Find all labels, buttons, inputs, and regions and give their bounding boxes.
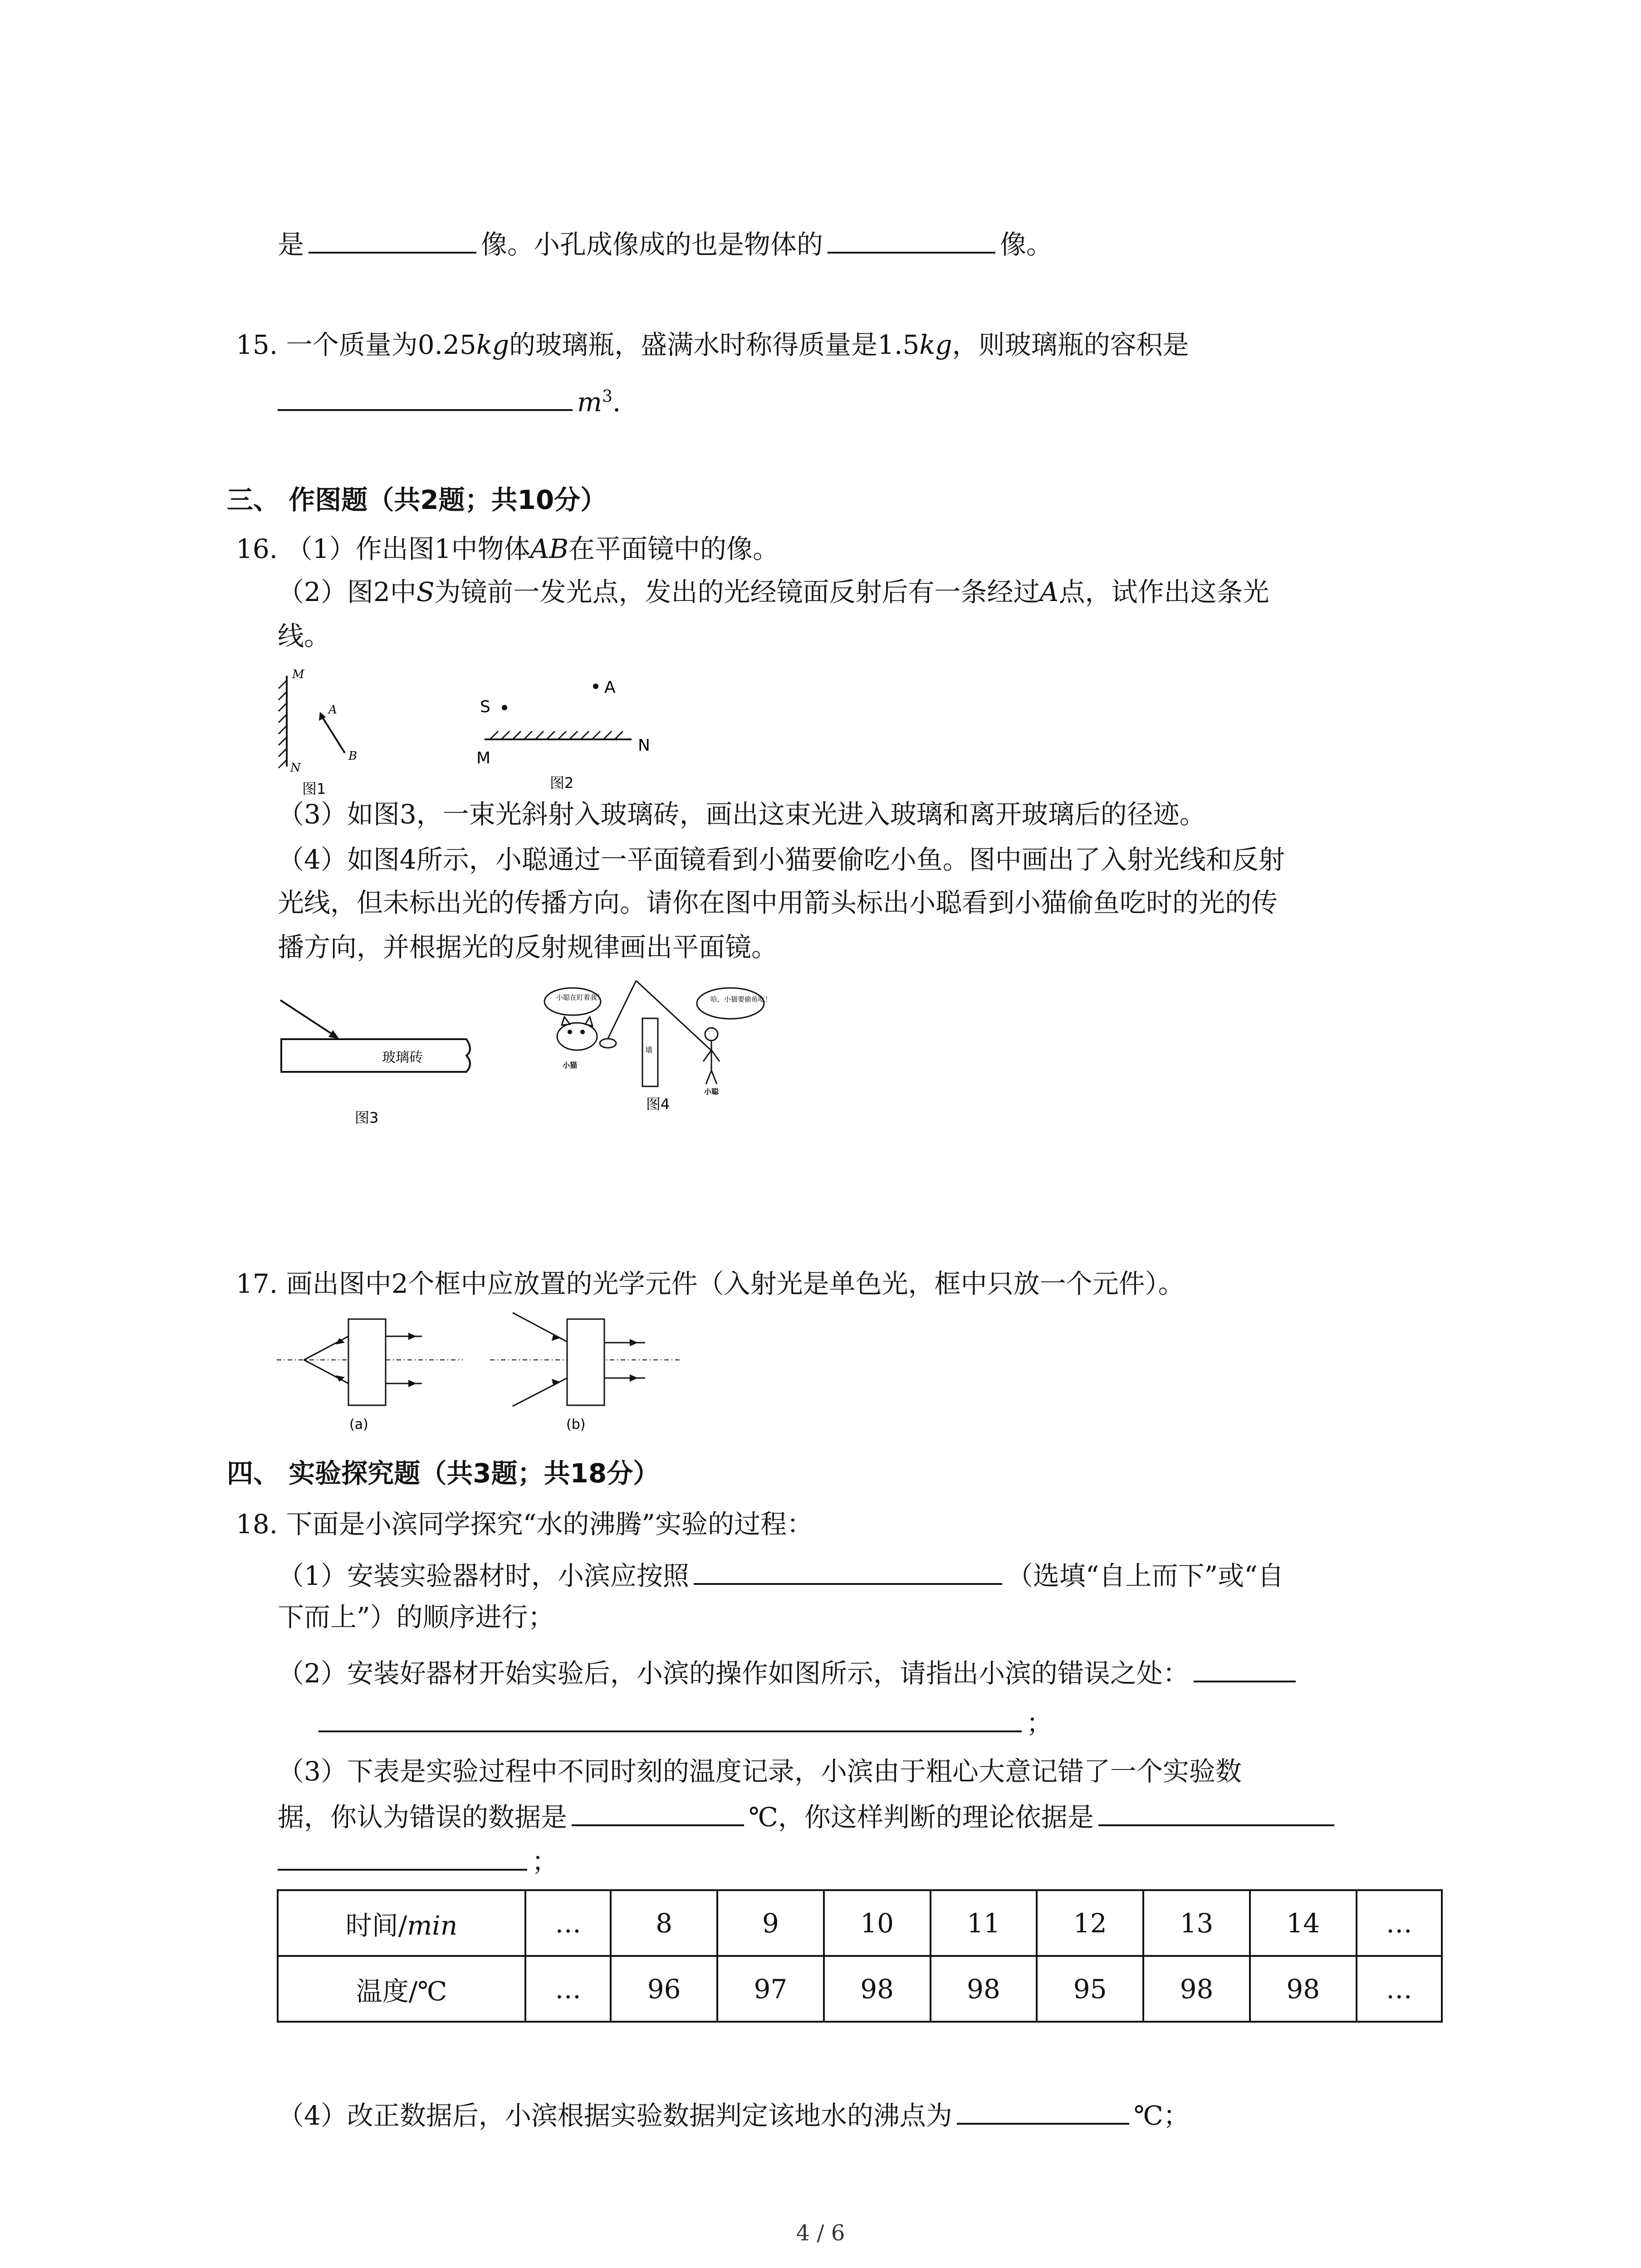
fig2-point-s <box>502 705 507 710</box>
q16-number: 16. <box>236 533 278 564</box>
table-cell: 14 <box>1250 1890 1357 1956</box>
table-cell: … <box>525 1890 611 1956</box>
q16-line-5 <box>278 841 1285 878</box>
q15-blank[interactable] <box>278 382 573 411</box>
q18-line-7 <box>278 1797 1339 1835</box>
q18-blank-1[interactable] <box>694 1556 1002 1585</box>
q17-line <box>236 1266 1185 1302</box>
q15-line-1 <box>236 327 1189 363</box>
q16-p1-b: 在平面镜中的像。 <box>568 533 779 564</box>
q16-line-3 <box>278 618 330 654</box>
q15-unit: m <box>577 386 602 418</box>
fig4-wall-label: 墙 <box>645 1046 653 1054</box>
page-number: 4 / 6 <box>796 2220 845 2246</box>
q18-line-8 <box>278 1842 558 1880</box>
fig4-caption: 图4 <box>646 1095 670 1113</box>
q14-line <box>278 225 1053 263</box>
fig3-label: 玻璃砖 <box>382 1050 423 1066</box>
q18-p3-c: ℃，你这样判断的理论依据是 <box>749 1802 1094 1833</box>
q18-line-6 <box>278 1753 1242 1789</box>
q17-text: 画出图中2个框中应放置的光学元件（入射光是单色光，框中只放一个元件）。 <box>286 1268 1185 1299</box>
table-cell: 95 <box>1037 1956 1143 2022</box>
fig17-b-box[interactable] <box>567 1319 604 1405</box>
q16-p1-ab: AB <box>530 533 569 564</box>
q15-number: 15. <box>236 329 278 360</box>
fig17-b <box>490 1313 681 1432</box>
figure-3 <box>272 987 485 1141</box>
fig2-label-s: S <box>480 698 490 716</box>
figure-17 <box>272 1310 690 1442</box>
fig3-caption: 图3 <box>355 1109 379 1126</box>
q16-line-1 <box>236 531 779 567</box>
q18-number: 18. <box>236 1509 278 1540</box>
table-cell: 97 <box>717 1956 824 2022</box>
q16-p2-A: A <box>1039 577 1059 607</box>
q16-line-7 <box>278 929 778 965</box>
q18-p3-d: ； <box>532 1846 558 1877</box>
q18-blank-3b[interactable] <box>1098 1797 1334 1826</box>
q15-kg-2: kg <box>919 329 952 360</box>
q18-p3-a: （3）下表是实验过程中不同时刻的温度记录，小滨由于粗心大意记错了一个实验数 <box>278 1756 1242 1787</box>
q14-blank-1[interactable] <box>309 225 476 254</box>
fig1-caption: 图1 <box>302 780 326 797</box>
figure-4 <box>535 975 789 1143</box>
fig4-bubble-boy-text: 哈，小猫要偷鱼吃！ <box>710 995 772 1003</box>
q18-p2-b: ； <box>1026 1708 1053 1739</box>
q18-line-2 <box>278 1556 1284 1594</box>
table-row1-head-text: 时间/ <box>345 1910 407 1941</box>
fig4-fish <box>600 1039 616 1048</box>
table-cell: … <box>1357 1890 1442 1956</box>
q18-blank-2a[interactable] <box>1194 1653 1296 1682</box>
table-cell: 10 <box>824 1890 931 1956</box>
fig4-bubble-cat-text: 小聪在盯着我！ <box>556 993 604 1002</box>
table-cell: 98 <box>824 1956 931 2022</box>
q18-blank-4[interactable] <box>957 2096 1129 2125</box>
q16-line-2 <box>278 574 1269 610</box>
fig4-bubble-boy <box>697 988 764 1019</box>
q18-p4-a: （4）改正数据后，小滨根据实验数据判定该地水的沸点为 <box>278 2100 952 2131</box>
fig2-caption: 图2 <box>550 774 574 792</box>
q15-text-b: 的玻璃瓶，盛满水时称得质量是1.5 <box>509 329 920 360</box>
section-4-title: 四、 实验探究题（共3题；共18分） <box>227 1458 660 1489</box>
fig1-label-n: N <box>290 761 301 775</box>
fig1-label-m: M <box>292 668 304 681</box>
fig4-boy <box>703 1028 720 1084</box>
q16-p2-a: （2）图2中 <box>278 577 416 607</box>
table-cell: 12 <box>1037 1890 1143 1956</box>
temperature-table <box>277 1889 1443 2023</box>
fig17-a-box[interactable] <box>348 1319 386 1405</box>
q16-line-6 <box>278 885 1278 921</box>
table-cell: … <box>525 1956 611 2022</box>
q18-line-4 <box>278 1653 1300 1691</box>
fig17-b-label: (b) <box>566 1417 586 1432</box>
fig2-point-a <box>593 684 598 689</box>
fig1-object-ab <box>321 715 345 753</box>
q15-text-c: ，则玻璃瓶的容积是 <box>952 329 1189 360</box>
figure-1-2 <box>272 665 662 801</box>
q15-line-2 <box>278 379 621 420</box>
q15-unit-dot: . <box>612 386 621 418</box>
table-cell: 11 <box>931 1890 1037 1956</box>
q18-intro: 下面是小滨同学探究“水的沸腾”实验的过程： <box>286 1509 813 1540</box>
q16-p4-b: 光线，但未标出光的传播方向。请你在图中用箭头标出小聪看到小猫偷鱼吃时的光的传 <box>278 887 1278 918</box>
table-row1-head-unit: min <box>407 1910 458 1941</box>
q16-p2-c: 点，试作出这条光 <box>1058 577 1269 607</box>
q18-p1-a: （1）安装实验器材时，小滨应按照 <box>278 1560 689 1591</box>
table-cell: 98 <box>1143 1956 1250 2022</box>
q14-text-b: 像。小孔成像成的也是物体的 <box>481 229 823 260</box>
table-cell: 98 <box>931 1956 1037 2022</box>
table-row1-header <box>278 1890 525 1956</box>
table-cell: 13 <box>1143 1890 1250 1956</box>
q18-p1-b: （选填“自上而下”或“自 <box>1006 1560 1284 1591</box>
q15-unit-exp: 3 <box>602 387 612 406</box>
q18-blank-2b[interactable] <box>318 1703 1022 1732</box>
table-row <box>278 1956 1442 2022</box>
fig2-label-a: A <box>604 678 616 697</box>
q16-line-4 <box>278 796 1206 832</box>
q16-p2-d: 线。 <box>278 621 331 651</box>
q16-p2-s: S <box>416 577 435 607</box>
q16-p2-b: 为镜前一发光点，发出的光经镜面反射后有一条经过 <box>434 577 1040 607</box>
table-row <box>278 1890 1442 1956</box>
fig4-cat-label: 小猫 <box>563 1061 578 1070</box>
q18-line-9 <box>278 2096 1190 2134</box>
table-cell: 98 <box>1250 1956 1357 2022</box>
q18-line-3 <box>278 1599 554 1635</box>
q14-text-a: 是 <box>278 229 304 260</box>
q16-p4-c: 播方向，并根据光的反射规律画出平面镜。 <box>278 932 778 963</box>
fig4-cat <box>557 1017 597 1050</box>
q14-text-c: 像。 <box>1000 229 1053 260</box>
q18-p2-a: （2）安装好器材开始实验后，小滨的操作如图所示，请指出小滨的错误之处： <box>278 1658 1189 1689</box>
q16-p4-a: （4）如图4所示，小聪通过一平面镜看到小猫要偷吃小鱼。图中画出了入射光线和反射 <box>278 844 1285 875</box>
q18-p3-b: 据，你认为错误的数据是 <box>278 1802 568 1833</box>
q18-p4-b: ℃； <box>1133 2100 1190 2131</box>
q16-p1-a: （1）作出图1中物体 <box>286 533 530 564</box>
fig17-a <box>277 1319 463 1432</box>
q18-blank-3a[interactable] <box>572 1797 744 1826</box>
fig4-boy-label: 小聪 <box>704 1087 719 1096</box>
fig3-incident-ray <box>280 1000 336 1036</box>
q18-line-1 <box>236 1506 813 1542</box>
q16-p3: （3）如图3，一束光斜射入玻璃砖，画出这束光进入玻璃和离开玻璃后的径迹。 <box>278 799 1206 830</box>
section-3-title: 三、 作图题（共2题；共10分） <box>227 484 607 515</box>
q18-blank-3c[interactable] <box>278 1842 527 1871</box>
table-cell: … <box>1357 1956 1442 2022</box>
fig4-bubble-cat <box>544 988 601 1015</box>
table-cell: 9 <box>717 1890 824 1956</box>
fig2-label-n: N <box>638 736 650 755</box>
table-cell: 8 <box>611 1890 717 1956</box>
fig1-label-a: A <box>328 703 337 717</box>
q15-kg-1: kg <box>476 329 509 360</box>
fig17-a-label: (a) <box>349 1417 368 1432</box>
fig3-glass-brick <box>281 1039 470 1072</box>
q14-blank-2[interactable] <box>828 225 995 254</box>
fig1-label-b: B <box>348 749 358 763</box>
table-cell: 96 <box>611 1956 717 2022</box>
table-row2-header: 温度/℃ <box>278 1956 525 2022</box>
q18-p1-c: 下而上”）的顺序进行； <box>278 1602 554 1633</box>
fig4-ray-incident <box>603 981 636 1048</box>
q17-number: 17. <box>236 1268 278 1299</box>
q15-text-a: 一个质量为0.25 <box>286 329 476 360</box>
fig2-label-m: M <box>476 749 491 767</box>
q18-line-5 <box>278 1703 1053 1741</box>
